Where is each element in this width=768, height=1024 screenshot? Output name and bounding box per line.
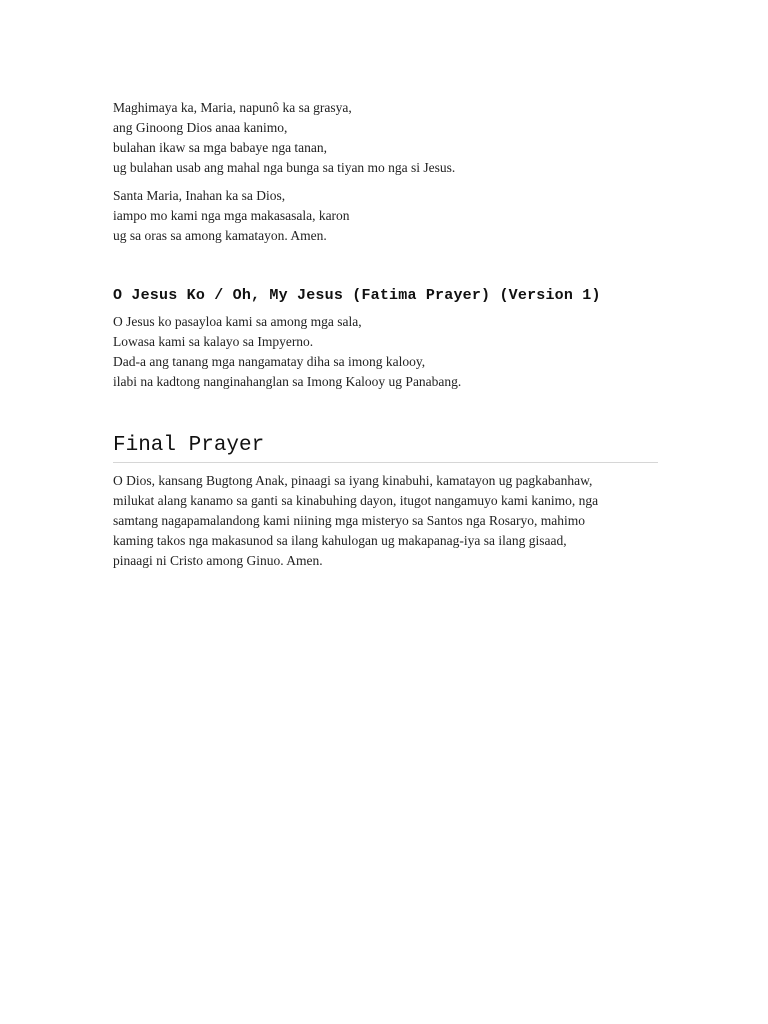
document-page [113,98,658,571]
fatima-prayer-heading: O Jesus Ko / Oh, My Jesus (Fatima Prayer) (Version 1) [113,287,601,304]
text-line: Santa Maria, Inahan ka sa Dios, [113,188,286,203]
text-line: O Dios, kansang Bugtong Anak, pinaagi sa iyang kinabuhi, kamatayon ug pagkabanhaw, [113,473,593,488]
text-line: Dad-a ang tanang mga nangamatay diha sa imong kalooy, [113,354,426,369]
text-line: bulahan ikaw sa mga babaye nga tanan, [113,140,328,155]
text-line: ug bulahan usab ang mahal nga bunga sa tiyan mo nga si Jesus. [113,160,456,175]
final-prayer-heading: Final Prayer [113,432,658,463]
hail-mary-stanza-2 [113,186,658,246]
text-line: Lowasa kami sa kalayo sa Impyerno. [113,334,314,349]
text-line: pinaagi ni Cristo among Ginuo. Amen. [113,553,323,568]
text-line: samtang nagapamalandong kami niining mga misteryo sa Santos nga Rosaryo, mahimo [113,513,586,528]
text-line: O Jesus ko pasayloa kami sa among mga sala, [113,314,362,329]
text-line: Maghimaya ka, Maria, napunô ka sa grasya, [113,100,352,115]
text-line: milukat alang kanamo sa ganti sa kinabuhing dayon, itugot nangamuyo kami kanimo, nga [113,493,599,508]
fatima-prayer-text [113,312,658,392]
text-line: ug sa oras sa among kamatayon. Amen. [113,228,327,243]
text-line: ilabi na kadtong nanginahanglan sa Imong Kalooy ug Panabang. [113,374,462,389]
hail-mary-stanza-1 [113,98,658,178]
text-line: ang Ginoong Dios anaa kanimo, [113,120,288,135]
text-line: kaming takos nga makasunod sa ilang kahulogan ug makapanag-iya sa ilang gisaad, [113,533,567,548]
final-prayer-text [113,471,658,571]
text-line: iampo mo kami nga mga makasasala, karon [113,208,350,223]
